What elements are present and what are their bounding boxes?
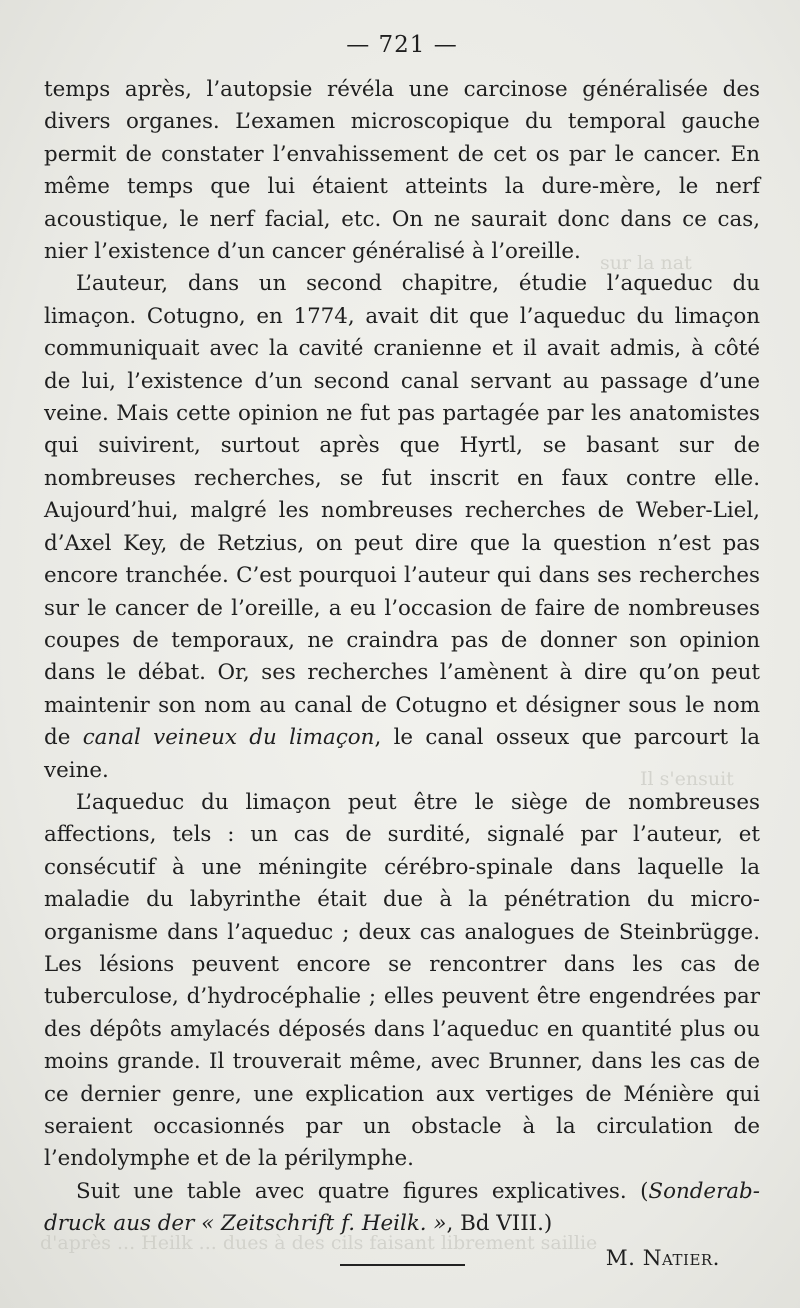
paragraph-2 (44, 268, 760, 787)
paragraph-3: L’aqueduc du limaçon peut être le siège de nombreuses affections, tels : un cas de surdité, signalé par l’auteur, et consécutif à une méningite cérébro-spinale dans laquelle la maladie du labyrinthe était due à la pénétration du microorganisme dans l’aqueduc ; deux cas analogues de Steinbrügge. Les lésions peuvent encore se rencontrer dans les cas de tuberculose, d’hydrocéphalie ; elles peuvent être engendrées par des dépôts amylacés déposés dans l’aqueduc en quantité plus ou moins grande. Il trouverait même, avec Brunner, dans les cas de ce dernier genre, une explication aux vertiges de Ménière qui seraient occasionnés par un obstacle à la circulation de l’endolymphe et de la périlymphe. (44, 789, 760, 1172)
article-body (44, 74, 760, 1241)
author-signature: M. Natier. (605, 1245, 720, 1271)
paragraph-4 (44, 1176, 760, 1241)
paragraph-4-text: Suit une table avec quatre figures explicatives. ( (76, 1178, 649, 1204)
bleed-through-text: sur la nat (600, 252, 692, 274)
paragraph-2-tail: , le canal osseux que parcourt la veine. (44, 725, 760, 783)
end-rule (340, 1264, 465, 1266)
bleed-through-text: Il s'ensuit (640, 768, 734, 790)
canal-term: canal veineux du limaçon (82, 725, 375, 751)
page-number: — 721 — (346, 32, 458, 58)
paragraph-1: temps après, l’autopsie révéla une carcinose généralisée des divers organes. L’examen microscopique du temporal gauche permit de constater l’envahissement de cet os par le cancer. En même temps que lui étaient atteints la dure-mère, le nerf acoustique, le nerf facial, etc. On ne saurait donc dans ce cas, nier l’existence d’un cancer généralisé à l’oreille. (44, 77, 760, 265)
paragraph-4-tail: , Bd VIII.) (446, 1211, 553, 1237)
bleed-through-text: d'après ... Heilk ... dues à des cils faisant librement saillie (40, 1232, 598, 1254)
source-reference: Sonderabdruck aus der « Zeitschrift f. Heilk. » (44, 1178, 760, 1237)
paragraph-2-text: L’auteur, dans un second chapitre, étudie l’aqueduc du limaçon. Cotugno, en 1774, avait dit que l’aqueduc du limaçon communiquait avec la cavité cranienne et il avait admis, à côté de lui, l’existence d’un second canal servant au passage d’une veine. Mais cette opinion ne fut pas partagée par les anatomistes qui suivirent, surtout après que Hyrtl, se basant sur de nombreuses recherches, se fut inscrit en faux contre elle. Aujourd’hui, malgré les nombreuses recherches de Weber-Liel, d’Axel Key, de Retzius, on peut dire que la question n’est pas encore tranchée. C’est pourquoi l’auteur qui dans ses recherches sur le cancer de l’oreille, a eu l’occasion de faire de nombreuses coupes de temporaux, ne craindra pas de donner son opinion dans le débat. Or, ses recherches l’amènent à dire qu’on peut maintenir son nom au canal de Cotugno et désigner sous le nom de (44, 271, 760, 751)
